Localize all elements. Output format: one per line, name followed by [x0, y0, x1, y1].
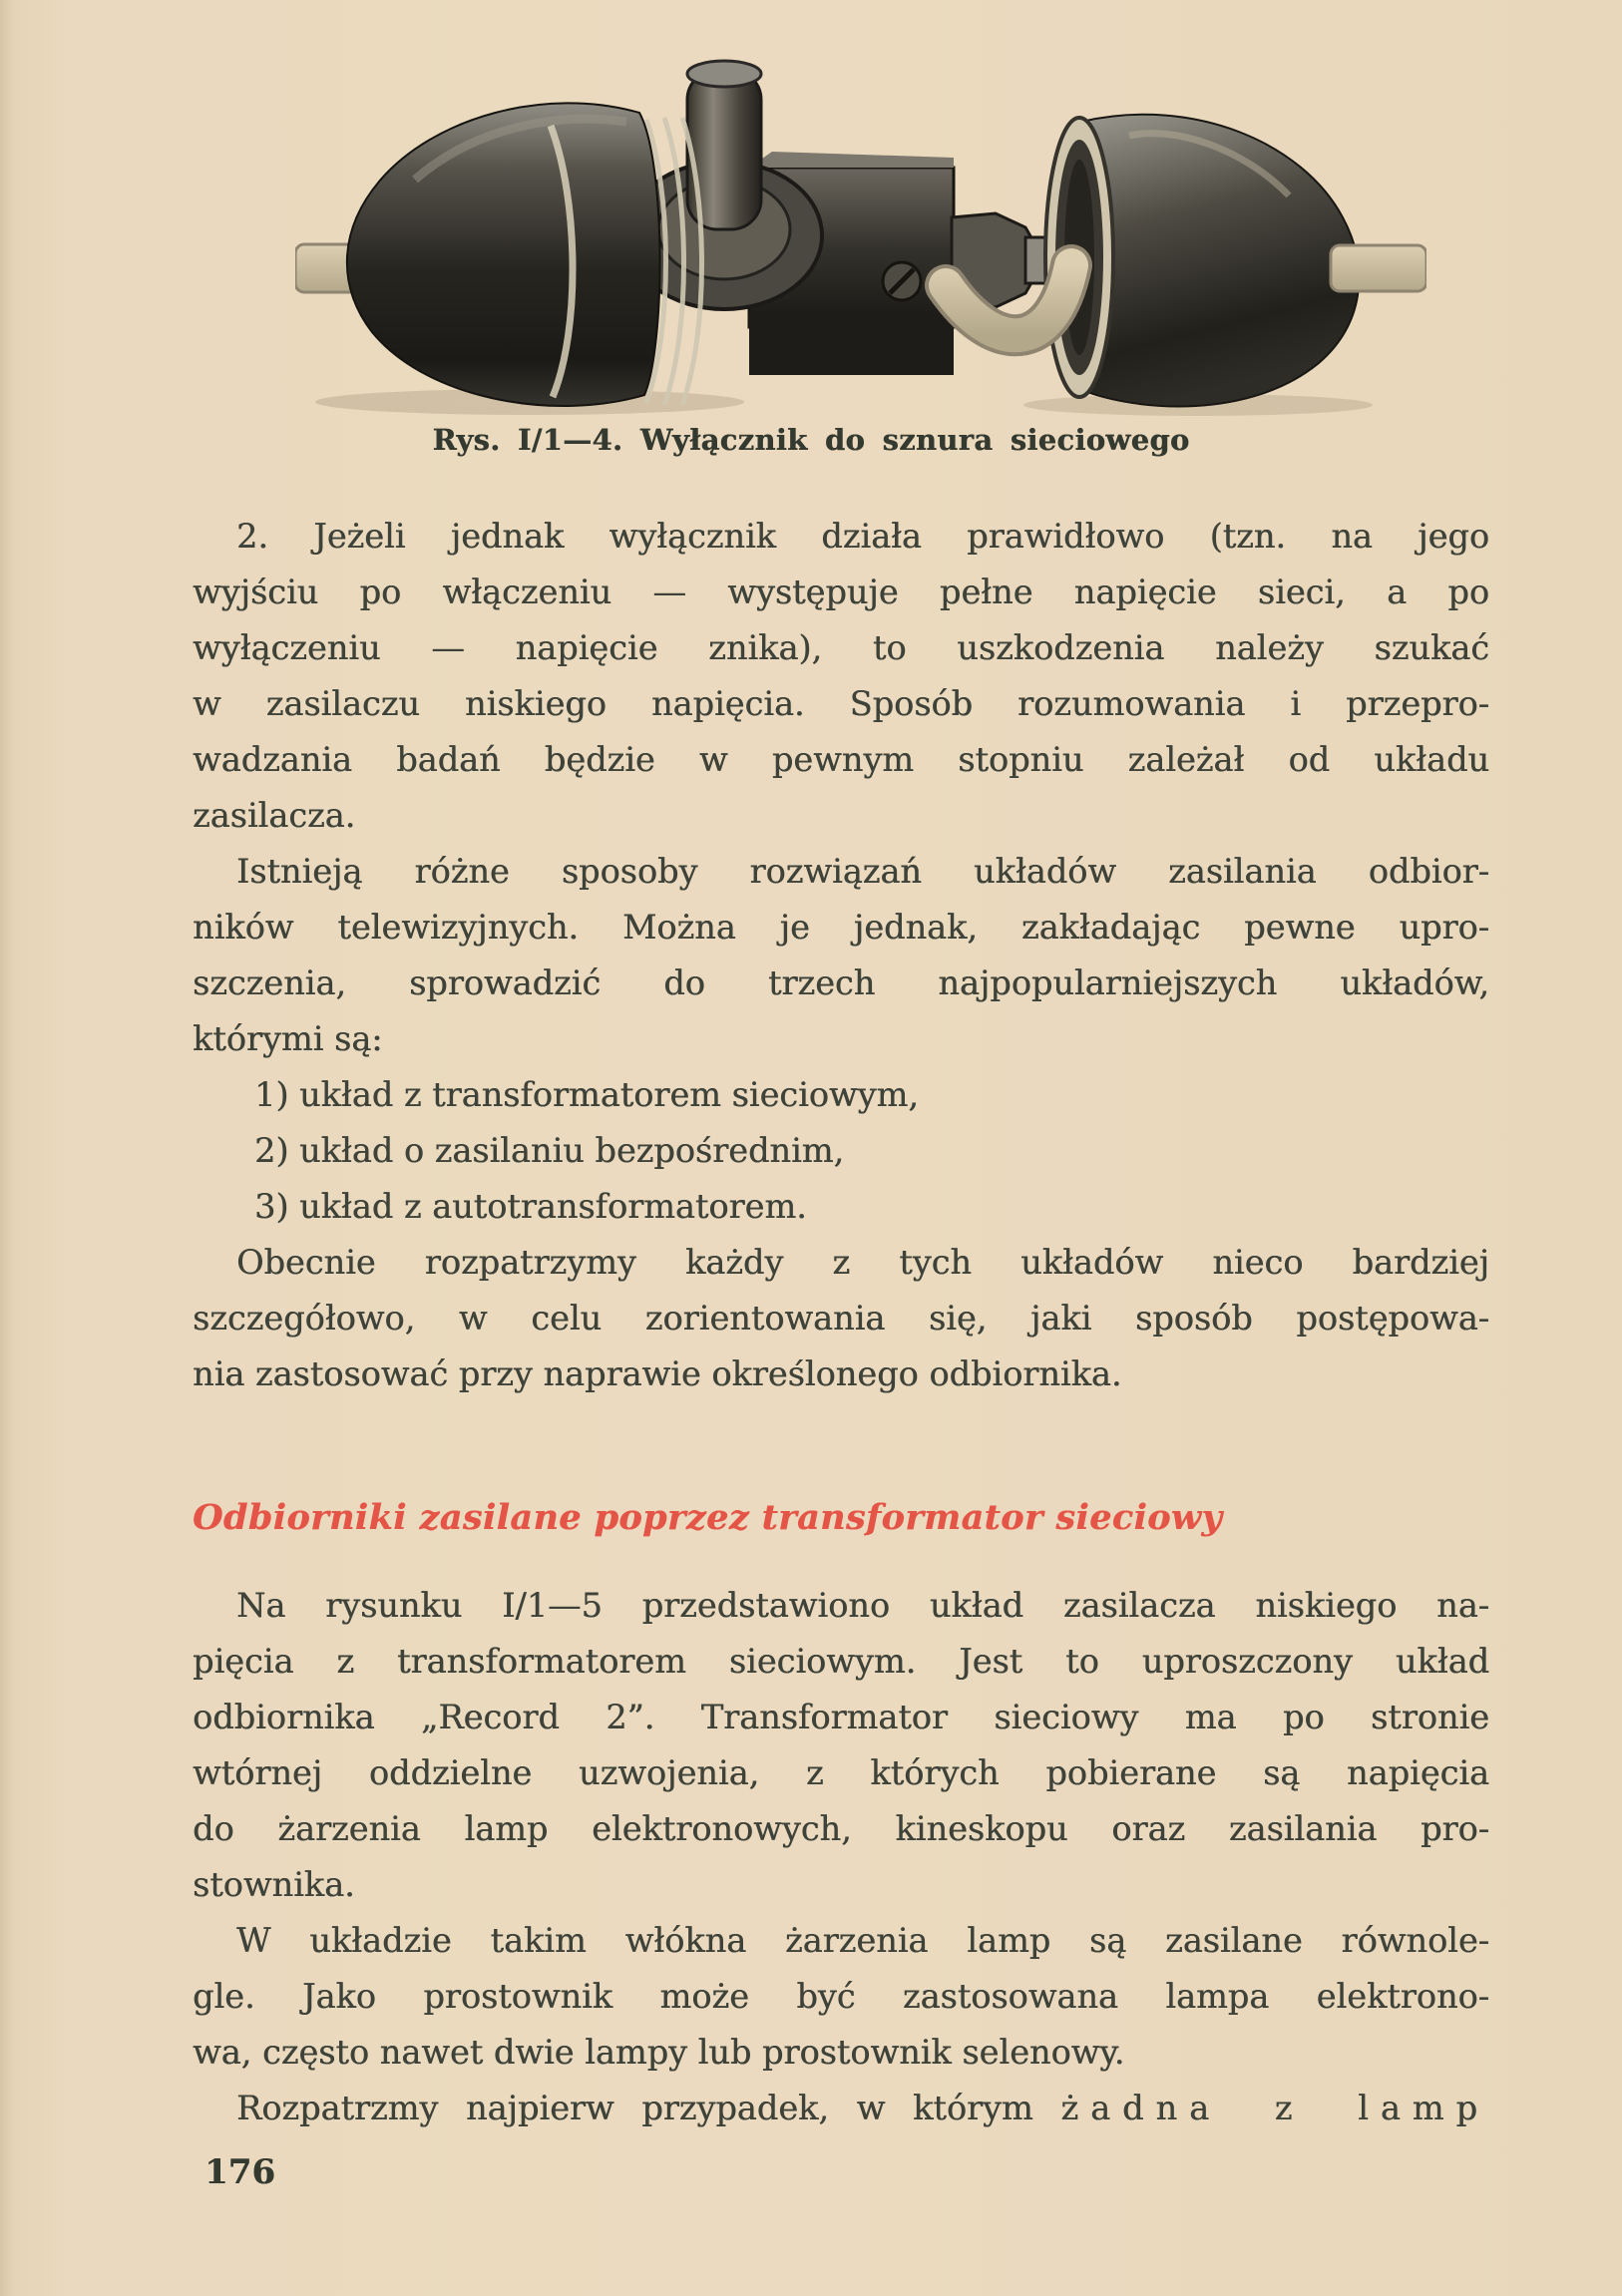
text-line: W układzie takim włókna żarzenia lamp są zasilane równole- [236, 1921, 1489, 1960]
paragraph-4 [193, 1578, 1489, 1913]
text-line: wyjściu po włączeniu — występuje pełne napięcie sieci, a po [193, 573, 1489, 611]
paragraph-1 [193, 509, 1489, 844]
paragraph-6 [193, 2081, 1489, 2136]
text-line: którymi są: [193, 1019, 383, 1058]
paragraph-5 [193, 1913, 1489, 2081]
text-line: wyłączeniu — napięcie znika), to uszkodzenia należy szukać [193, 628, 1489, 667]
text-line: w zasilaczu niskiego napięcia. Sposób rozumowania i przepro- [193, 684, 1489, 723]
text-line: nia zastosować przy naprawie określonego odbiornika. [193, 1354, 1122, 1393]
cord-switch-photo [295, 18, 1426, 419]
paragraph-6-emphasis: żadna z lamp [1060, 2089, 1489, 2127]
text-line: szczenia, sprowadzić do trzech najpopularniejszych układów, [193, 963, 1489, 1002]
text-line: 1) układ z transformatorem sieciowym, [254, 1075, 919, 1114]
page-body [193, 509, 1489, 2136]
text-line: pięcia z transformatorem sieciowym. Jest to uproszczony układ [193, 1642, 1489, 1681]
text-line: szczegółowo, w celu zorientowania się, jaki sposób postępowa- [193, 1299, 1489, 1338]
text-line: stownika. [193, 1865, 355, 1904]
text-line: do żarzenia lamp elektronowych, kineskopu oraz zasilania pro- [193, 1809, 1489, 1848]
text-line: odbiornika „Record 2”. Transformator sieciowy ma po stronie [193, 1698, 1489, 1736]
text-line: 3) układ z autotransformatorem. [254, 1187, 807, 1226]
text-line: Obecnie rozpatrzymy każdy z tych układów nieco bardziej [236, 1243, 1489, 1282]
figure-caption: Rys. I/1—4. Wyłącznik do sznura sieciowego [432, 423, 1190, 457]
text-line: wtórnej oddzielne uzwojenia, z których pobierane są napięcia [193, 1753, 1489, 1792]
page-number: 176 [204, 2152, 275, 2192]
text-line: Istnieją różne sposoby rozwiązań układów zasilania odbior- [236, 852, 1489, 891]
text-line: ników telewizyjnych. Można je jednak, zakładając pewne upro- [193, 908, 1489, 947]
paragraph-2 [193, 844, 1489, 1067]
text-line: 2. Jeżeli jednak wyłącznik działa prawidłowo (tzn. na jego [236, 517, 1489, 556]
text-line: wadzania badań będzie w pewnym stopniu zależał od układu [193, 740, 1489, 779]
text-line: Na rysunku I/1—5 przedstawiono układ zasilacza niskiego na- [236, 1586, 1489, 1625]
section-heading: Odbiorniki zasilane poprzez transformator sieciowy [193, 1497, 1223, 1538]
text-line: wa, często nawet dwie lampy lub prostownik selenowy. [193, 2033, 1125, 2072]
figure-illustration [295, 18, 1426, 419]
paragraph-3 [193, 1235, 1489, 1402]
text-line: gle. Jako prostownik może być zastosowana lampa elektrono- [193, 1977, 1489, 2016]
text-line: zasilacza. [193, 796, 356, 835]
paragraph-6-text: Rozpatrzmy najpierw przypadek, w którym [236, 2089, 1033, 2127]
numbered-list [193, 1067, 1489, 1235]
text-line: 2) układ o zasilaniu bezpośrednim, [254, 1131, 845, 1170]
